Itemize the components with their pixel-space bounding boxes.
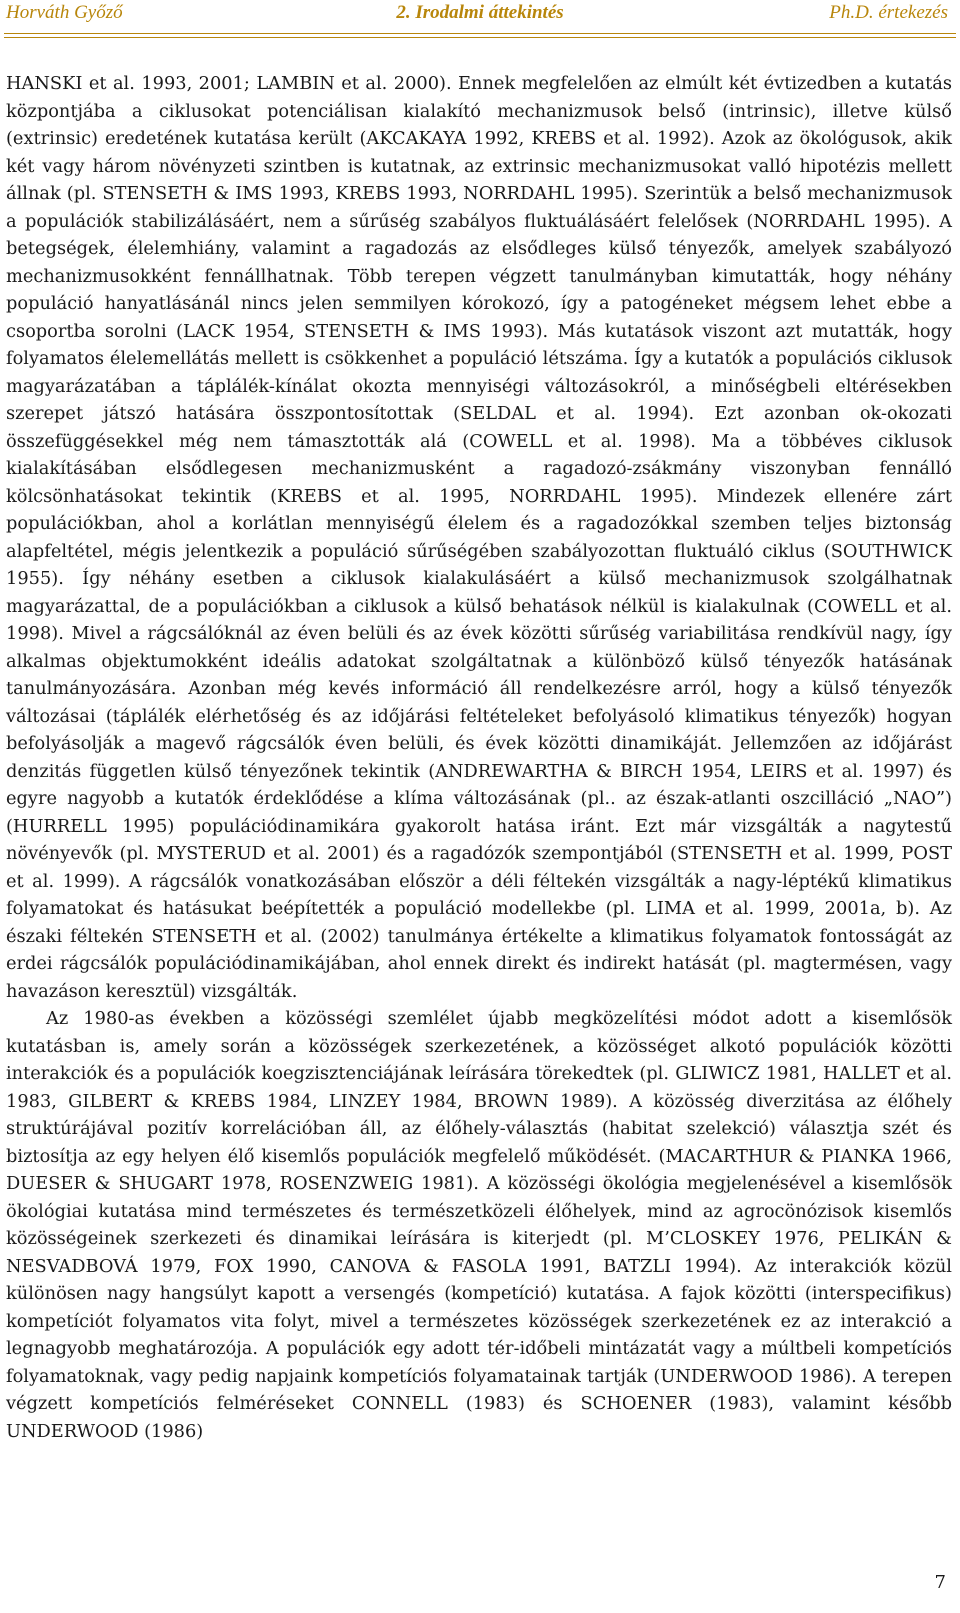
- header-chapter-title: 2. Irodalmi áttekintés: [396, 2, 564, 23]
- header-document-type: Ph.D. értekezés: [829, 2, 948, 23]
- body-text: [6, 70, 952, 1445]
- paragraph-1: HANSKI et al. 1993, 2001; LAMBIN et al. 2000). Ennek megfelelően az elmúlt két évtizedben a kutatás központjába a ciklusokat potenciálisan kialakító mechanizmusok belső (intrinsic), illetve külső (extrinsic) eredetének kutatása került (AKCAKAYA 1992, KREBS et al. 1992). Azok az ökológusok, akik két vagy három növényzeti szintben is kutatnak, az extrinsic mechanizmusokat valló hipotézis mellett állnak (pl. STENSETH & IMS 1993, KREBS 1993, NORRDAHL 1995). Szerintük a belső mechanizmusok a populációk stabilizálásáért, nem a sűrűség szabályos fluktuálásáért felelősek (NORRDAHL 1995). A betegségek, élelemhiány, valamint a ragadozás az elsődleges külső tényezők, amelyek szabályozó mechanizmusokként fennállhatnak. Több terepen végzett tanulmányban kimutatták, hogy néhány populáció hanyatlásánál nincs jelen semmilyen kórokozó, így a patogéneket mégsem lehet ebbe a csoportba sorolni (LACK 1954, STENSETH & IMS 1993). Más kutatások viszont azt mutatták, hogy folyamatos élelemellátás mellett is csökkenhet a populáció létszáma. Így a kutatók a populációs ciklusok magyarázatában a táplálék-kínálat okozta mennyiségi változásokról, a minőségbeli eltérésekben szerepet játszó hatására összpontosítottak (SELDAL et al. 1994). Ezt azonban ok-okozati összefüggésekkel még nem támasztották alá (COWELL et al. 1998). Ma a többéves ciklusok kialakításában elsődlegesen mechanizmusként a ragadozó-zsákmány viszonyban fennálló kölcsönhatásokat tekintik (KREBS et al. 1995, NORRDAHL 1995). Mindezek ellenére zárt populációkban, ahol a korlátlan mennyiségű élelem és a ragadozókkal szemben teljes biztonság alapfeltétel, mégis jelentkezik a populáció sűrűségében szabályozottan fluktuáló ciklus (SOUTHWICK 1955). Így néhány esetben a ciklusok kialakulásáért a külső mechanizmusok szolgálhatnak magyarázattal, de a populációkban a ciklusok a külső behatások nélkül is kialakulnak (COWELL et al. 1998). Mivel a rágcsálóknál az éven belüli és az évek közötti sűrűség variabilitása rendkívül nagy, így alkalmas objektumokként ideális adatokat szolgáltatnak a különböző külső tényezők hatásának tanulmányozására. Azonban még kevés információ áll rendelkezésre arról, hogy a külső tényezők változásai (táplálék elérhetőség és az időjárási feltételeket befolyásoló klimatikus tényezők) hogyan befolyásolják a magevő rágcsálók éven belüli, és évek közötti dinamikáját. Jellemzően az időjárást denzitás független külső tényezőnek tekintik (ANDREWARTHA & BIRCH 1954, LEIRS et al. 1997) és egyre nagyobb a kutatók érdeklődése a klíma változásának (pl.. az észak-atlanti oszcilláció „NAO”) (HURRELL 1995) populációdinamikára gyakorolt hatása iránt. Ezt már vizsgálták a nagytestű növényevők (pl. MYSTERUD et al. 2001) és a ragadózók szempontjából (STENSETH et al. 1999, POST et al. 1999). A rágcsálók vonatkozásában először a déli féltekén vizsgálták a nagy-léptékű klimatikus folyamatokat és hatásukat beépítették a populáció modellekbe (pl. LIMA et al. 1999, 2001a, b). Az északi féltekén STENSETH et al. (2002) tanulmánya értékelte a klimatikus folyamatok fontosságát az erdei rágcsálók populációdinamikájában, ahol ennek direkt és indirekt hatását (pl. magtermésen, vagy havazáson keresztül) vizsgálták.: [6, 73, 952, 1002]
- page-header: [0, 0, 960, 40]
- paragraph-2: Az 1980-as években a közösségi szemlélet újabb megközelítési módot adott a kisemlősök kutatásban is, amely során a közösségek szerkezetének, a közösséget alkotó populációk közötti interakciók és a populációk koegzisztenciájának leírására törekedtek (pl. GLIWICZ 1981, HALLET et al. 1983, GILBERT & KREBS 1984, LINZEY 1984, BROWN 1989). A közösség diverzitása az élőhely struktúrájával pozitív korrelációban áll, az élőhely-választás (habitat szelekció) választja szét és biztosítja az egy helyen élő kisemlős populációk megfelelő működését. (MACARTHUR & PIANKA 1966, DUESER & SHUGART 1978, ROSENZWEIG 1981). A közösségi ökológia megjelenésével a kisemlősök ökológiai kutatása mind természetes és természetközeli élőhelyek, mind az agrocönózisok kisemlős közösségeinek szerkezeti és dinamikai leírására is kiterjedt (pl. M’CLOSKEY 1976, PELIKÁN & NESVADBOVÁ 1979, FOX 1990, CANOVA & FASOLA 1991, BATZLI 1994). Az interakciók közül különösen nagy hangsúlyt kapott a versengés (kompetíció) kutatása. A fajok közötti (interspecifikus) kompetíciót folyamatos vita folyt, mivel a természetes közösségek szerkezetének ez az interakció a legnagyobb meghatározója. A populációk egy adott tér-időbeli mintázatát vagy a múltbeli kompetíciós folyamatoknak, vagy pedig napjaink kompetíciós folyamatainak tartják (UNDERWOOD 1986). A terepen végzett kompetíciós felméréseket CONNELL (1983) és SCHOENER (1983), valamint később UNDERWOOD (1986): [6, 1008, 952, 1442]
- header-author: Horváth Győző: [6, 2, 123, 23]
- page-number: 7: [934, 1572, 946, 1593]
- header-rule-bottom: [4, 37, 956, 38]
- header-rule-top: [4, 33, 956, 34]
